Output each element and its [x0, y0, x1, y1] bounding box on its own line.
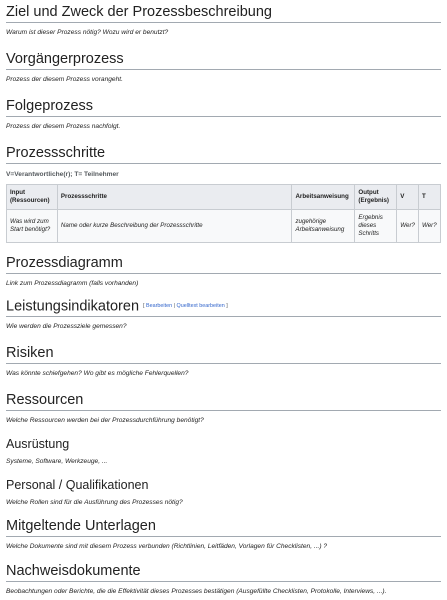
table-header-cell: Arbeitsanweisung	[292, 185, 355, 210]
text-unterlagen: Welche Dokumente sind mit diesem Prozess verbunden (Richtlinien, Leitfäden, Vorlagen für Checklisten, ...) ?	[6, 543, 328, 551]
section-ausruestung	[6, 437, 441, 466]
heading-ziel: Ziel und Zweck der Prozessbeschreibung	[6, 4, 441, 23]
text-vorgaenger: Prozess der diesem Prozess vorangeht.	[6, 76, 123, 83]
edit-bracket-open: [	[143, 303, 147, 309]
text-leistungsindikatoren: Wie werden die Prozessziele gemessen?	[6, 323, 127, 331]
section-folge	[6, 98, 441, 131]
text-folge: Prozess der diesem Prozess nachfolgt.	[6, 123, 121, 130]
table-header-cell: Input (Ressourcen)	[7, 185, 58, 210]
table-cell: zugehörige Arbeitsanweisung	[292, 210, 355, 243]
section-risiken	[6, 345, 441, 378]
edit-bracket-close: ]	[224, 303, 228, 309]
heading-leistungsindikatoren: Leistungsindikatoren	[6, 298, 140, 315]
table-row	[7, 210, 441, 243]
heading-folge: Folgeprozess	[6, 98, 441, 117]
section-leistungsindikatoren	[6, 298, 441, 331]
text-ressourcen: Welche Ressourcen werden bei der Prozessdurchführung benötigt?	[6, 417, 204, 425]
heading-nachweis: Nachweisdokumente	[6, 563, 441, 582]
section-ressourcen	[6, 392, 441, 425]
section-ziel	[6, 4, 441, 37]
section-vorgaenger	[6, 51, 441, 84]
section-prozessschritte	[6, 145, 441, 243]
table-header-cell: V	[397, 185, 419, 210]
table-cell: Name oder kurze Beschreibung der Prozessschritte	[57, 210, 292, 243]
heading-prozessdiagramm: Prozessdiagramm	[6, 255, 441, 274]
text-risiken: Was könnte schiefgehen? Wo gibt es mögliche Fehlerquellen?	[6, 370, 189, 378]
section-nachweis	[6, 563, 441, 596]
table-header-cell: Output (Ergebnis)	[355, 185, 397, 210]
heading-personal: Personal / Qualifikationen	[6, 478, 149, 493]
heading-vorgaenger: Vorgängerprozess	[6, 51, 441, 70]
text-prozessdiagramm: Link zum Prozessdiagramm (falls vorhanden)	[6, 280, 139, 287]
heading-prozessschritte: Prozessschritte	[6, 145, 441, 164]
edit-separator: |	[172, 303, 177, 309]
table-cell: Ergebnis dieses Schritts	[355, 210, 397, 243]
text-ausruestung: Systeme, Software, Werkzeuge, ...	[6, 458, 108, 466]
heading-ausruestung: Ausrüstung	[6, 437, 70, 452]
text-ziel: Warum ist dieser Prozess nötig? Wozu wird er benutzt?	[6, 29, 169, 36]
section-prozessdiagramm	[6, 255, 441, 288]
edit-links	[143, 303, 228, 309]
process-steps-table	[6, 184, 441, 243]
section-unterlagen	[6, 518, 441, 551]
table-header-row	[7, 185, 441, 210]
table-cell: Was wird zum Start benötigt?	[7, 210, 58, 243]
legend-text: V=Verantwortliche(r); T= Teilnehmer	[6, 171, 119, 178]
edit-link[interactable]: Bearbeiten	[146, 303, 173, 309]
section-personal	[6, 478, 441, 507]
table-header-cell: Prozessschritte	[57, 185, 292, 210]
heading-leistungsindikatoren-row	[6, 298, 441, 317]
edit-source-link[interactable]: Quelltext bearbeiten	[176, 303, 225, 309]
text-personal: Welche Rollen sind für die Ausführung des Prozesses nötig?	[6, 499, 183, 507]
heading-ressourcen: Ressourcen	[6, 392, 441, 411]
table-header-cell: T	[418, 185, 440, 210]
table-cell: Wer?	[418, 210, 440, 243]
heading-risiken: Risiken	[6, 345, 441, 364]
text-nachweis: Beobachtungen oder Berichte, die die Effektivität dieses Prozesses bestätigen (Ausgefüllte Checklisten, Protokolle, Interviews, ...).	[6, 588, 387, 596]
heading-unterlagen: Mitgeltende Unterlagen	[6, 518, 441, 537]
table-cell: Wer?	[397, 210, 419, 243]
